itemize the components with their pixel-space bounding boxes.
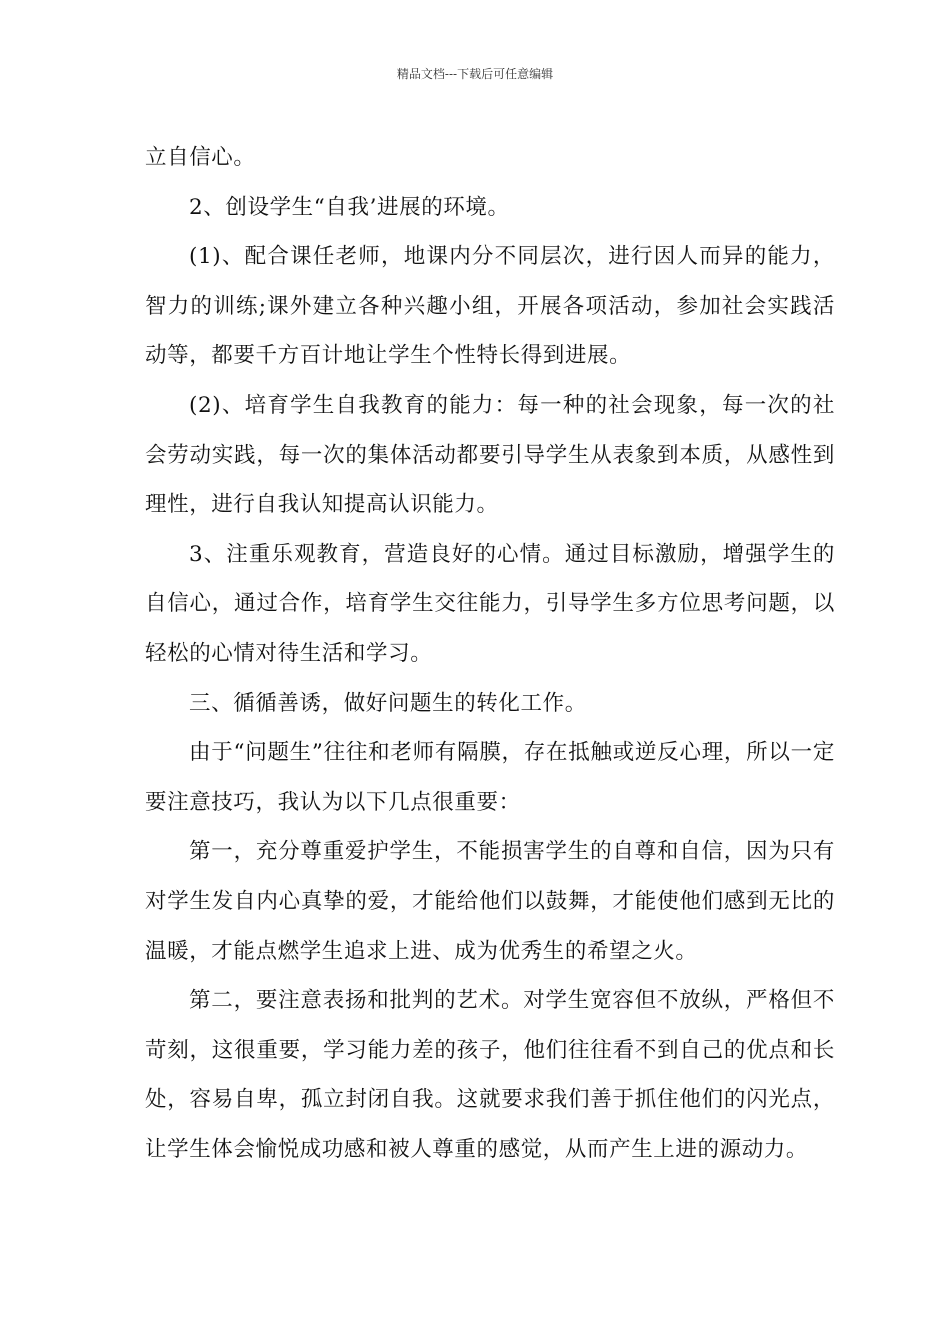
- page-header: 精品文档---下载后可任意编辑: [396, 67, 554, 81]
- paragraph: 3、注重乐观教育，营造良好的心情。通过目标激励，增强学生的自信心，通过合作，培育学生交往能力，引导学生多方位思考问题，以轻松的心情对待生活和学习。: [145, 541, 835, 666]
- paragraph: 由于“问题生”往往和老师有隔膜，存在抵触或逆反心理，所以一定要注意技巧，我认为以下几点很重要：: [145, 740, 835, 815]
- paragraph: (2)、培育学生自我教育的能力：每一种的社会现象，每一次的社会劳动实践，每一次的集体活动都要引导学生从表象到本质，从感性到理性，进行自我认知提高认识能力。: [145, 392, 835, 518]
- paragraph: (1)、配合课任老师，地课内分不同层次，进行因人而异的能力，智力的训练;课外建立各种兴趣小组，开展各项活动，参加社会实践活动等，都要千方百计地让学生个性特长得到进展。: [145, 244, 835, 369]
- paragraph: 第二，要注意表扬和批判的艺术。对学生宽容但不放纵，严格但不苛刻，这很重要，学习能力差的孩子，他们往往看不到自己的优点和长处，容易自卑，孤立封闭自我。这就要求我们善于抓住他们的闪光点，让学生体会愉悦成功感和被人尊重的感觉，从而产生上进的源动力。: [145, 988, 835, 1162]
- paragraph: 三、循循善诱，做好问题生的转化工作。: [189, 690, 587, 716]
- paragraph: 立自信心。: [145, 145, 256, 170]
- paragraph: 2、创设学生“自我’进展的环境。: [189, 194, 510, 220]
- paragraph: 第一，充分尊重爱护学生，不能损害学生的自尊和自信，因为只有对学生发自内心真挚的爱，才能给他们以鼓舞，才能使他们感到无比的温暖，才能点燃学生追求上进、成为优秀生的希望之火。: [145, 839, 835, 964]
- document-body: [145, 133, 835, 1174]
